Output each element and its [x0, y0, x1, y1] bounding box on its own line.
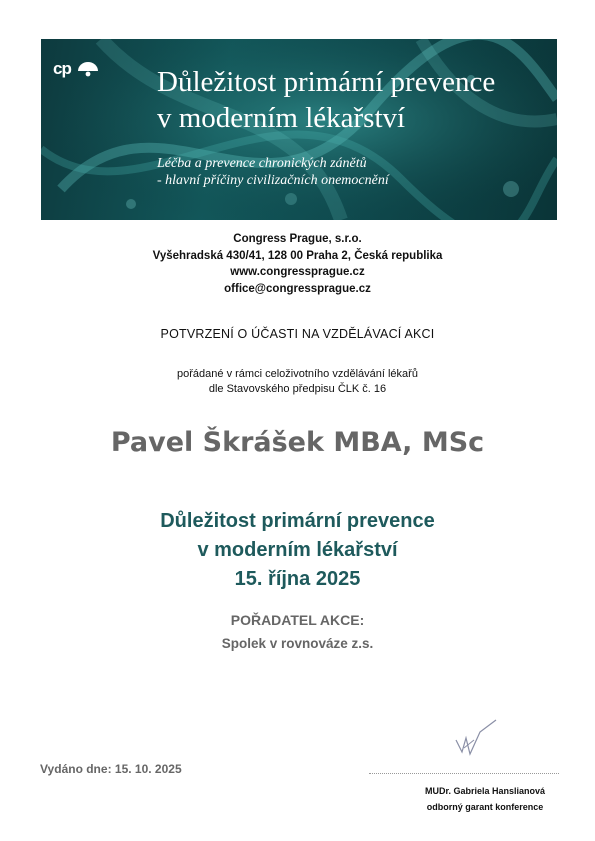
banner-title-line2: v moderním lékařství — [157, 102, 406, 134]
handwritten-signature — [450, 718, 510, 768]
event-date: 15. října 2025 — [234, 568, 361, 590]
banner-title — [157, 64, 495, 136]
header-banner — [41, 39, 557, 220]
certificate-heading: POTVRZENÍ O ÚČASTI NA VZDĚLÁVACÍ AKCI — [160, 327, 435, 341]
organizer-heading: POŘADATEL AKCE: — [230, 612, 365, 628]
banner-title-line1: Důležitost primární prevence — [157, 66, 496, 98]
event-title-line2: v moderním lékařství — [197, 539, 398, 561]
congress-prague-logo — [53, 59, 99, 79]
organization-address: Vyšehradská 430/41, 128 00 Praha 2, Česká republika — [152, 249, 443, 262]
organization-name: Congress Prague, s.r.o. — [233, 233, 362, 245]
participant-name: Pavel Škrášek MBA, MSc — [110, 427, 485, 458]
event-title-line1: Důležitost primární prevence — [160, 510, 435, 532]
umbrella-icon — [77, 61, 99, 77]
signer-name: MUDr. Gabriela Hanslianová — [424, 786, 546, 796]
signature-line — [369, 773, 559, 774]
logo-text: cp — [53, 59, 71, 78]
organization-email: office@congressprague.cz — [224, 282, 371, 295]
banner-subtitle-line2: - hlavní příčiny civilizačních onemocnění — [157, 173, 389, 188]
signer-role: odborný garant konference — [426, 802, 544, 812]
organizer-name: Spolek v rovnováze z.s. — [221, 636, 374, 651]
banner-subtitle — [157, 155, 389, 189]
banner-subtitle-line1: Léčba a prevence chronických zánětů — [157, 156, 367, 171]
organization-web: www.congressprague.cz — [230, 266, 365, 278]
event-block — [0, 507, 595, 594]
certificate-context — [0, 367, 595, 397]
context-line2: dle Stavovského předpisu ČLK č. 16 — [208, 383, 387, 395]
organization-block — [0, 231, 595, 297]
context-line1: pořádané v rámci celoživotního vzdělávání lékařů — [177, 368, 418, 380]
issued-date: Vydáno dne: 15. 10. 2025 — [40, 762, 182, 776]
